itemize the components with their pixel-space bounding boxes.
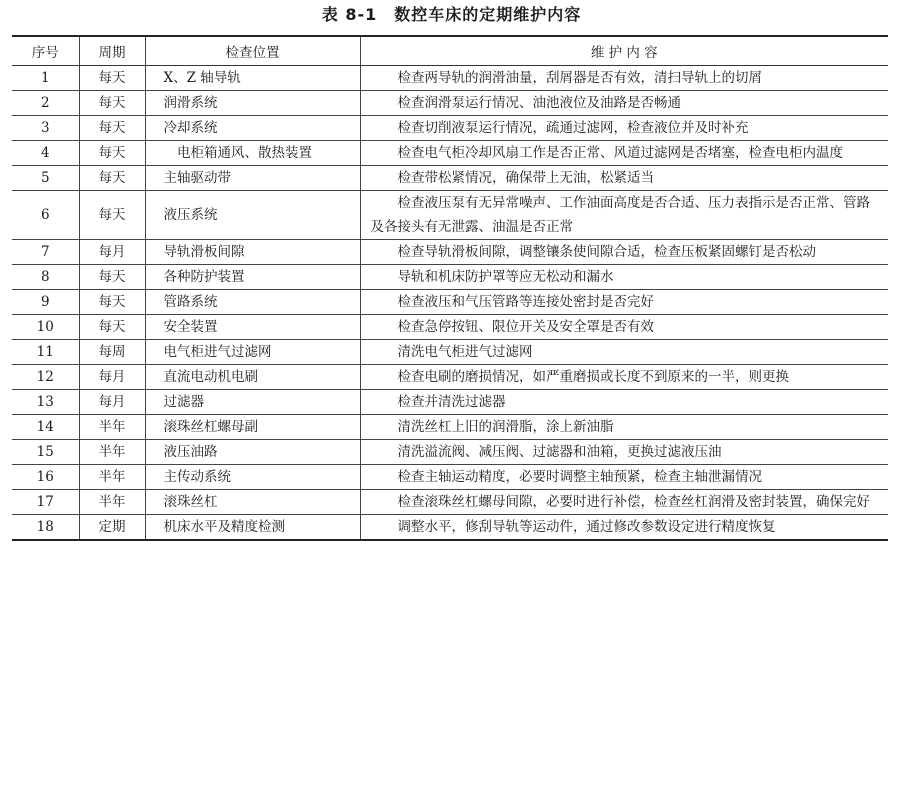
row-period: 每天 [79, 289, 145, 314]
row-period: 每天 [79, 314, 145, 339]
row-period: 每周 [79, 339, 145, 364]
row-location: 滚珠丝杠 [145, 489, 360, 514]
row-content [360, 489, 888, 514]
row-content-text: 检查两导轨的润滑油量，刮屑器是否有效，清扫导轨上的切屑 [397, 69, 762, 86]
row-number: 8 [12, 264, 79, 289]
row-location: 安全装置 [145, 314, 360, 339]
row-content-text: 检查并清洗过滤器 [397, 393, 506, 410]
row-number: 3 [12, 115, 79, 140]
table-header [12, 36, 888, 65]
row-content [360, 364, 888, 389]
row-content [360, 289, 888, 314]
table-row [12, 239, 888, 264]
table-row [12, 339, 888, 364]
row-content-text: 检查带松紧情况，确保带上无油，松紧适当 [397, 169, 654, 186]
table-row [12, 389, 888, 414]
row-content [360, 90, 888, 115]
row-location: 滚珠丝杠螺母副 [145, 414, 360, 439]
row-content [360, 339, 888, 364]
row-location: 主轴驱动带 [145, 165, 360, 190]
header-row [12, 36, 888, 65]
row-period: 每月 [79, 389, 145, 414]
table-row [12, 439, 888, 464]
table-row [12, 165, 888, 190]
row-location: 主传动系统 [145, 464, 360, 489]
row-period: 每天 [79, 90, 145, 115]
table-row [12, 90, 888, 115]
table-title: 表 8-1 数控车床的定期维护内容 [321, 5, 582, 24]
table-row [12, 489, 888, 514]
row-content [360, 190, 888, 239]
row-content-text: 检查电刷的磨损情况，如严重磨损或长度不到原来的一半，则更换 [397, 368, 789, 385]
row-content [360, 140, 888, 165]
row-period: 每月 [79, 239, 145, 264]
row-content-text: 检查滚珠丝杠螺母间隙，必要时进行补偿，检查丝杠润滑及密封装置，确保完好 [397, 493, 870, 510]
row-content [360, 464, 888, 489]
row-number: 5 [12, 165, 79, 190]
row-period: 每天 [79, 165, 145, 190]
table-row [12, 414, 888, 439]
table-row [12, 115, 888, 140]
row-content-text: 检查液压和气压管路等连接处密封是否完好 [397, 293, 654, 310]
row-number: 9 [12, 289, 79, 314]
row-number: 18 [12, 514, 79, 540]
row-number: 16 [12, 464, 79, 489]
row-content-text: 调整水平，修刮导轨等运动件，通过修改参数设定进行精度恢复 [397, 518, 776, 535]
row-content [360, 389, 888, 414]
row-location: 管路系统 [145, 289, 360, 314]
row-number: 13 [12, 389, 79, 414]
row-location: 冷却系统 [145, 115, 360, 140]
row-content [360, 439, 888, 464]
row-location: 液压油路 [145, 439, 360, 464]
header-period: 周期 [79, 36, 145, 65]
row-number: 10 [12, 314, 79, 339]
row-location: 液压系统 [145, 190, 360, 239]
row-content [360, 514, 888, 540]
row-number: 15 [12, 439, 79, 464]
table-row [12, 65, 888, 90]
table-row [12, 514, 888, 540]
table-row [12, 140, 888, 165]
row-period: 每天 [79, 115, 145, 140]
row-location: 导轨滑板间隙 [145, 239, 360, 264]
row-number: 11 [12, 339, 79, 364]
row-number: 2 [12, 90, 79, 115]
maintenance-table [12, 35, 888, 541]
row-location: 润滑系统 [145, 90, 360, 115]
header-content: 维 护 内 容 [360, 36, 888, 65]
row-content-text: 检查液压泵有无异常噪声、工作油面高度是否合适、压力表指示是否正常、管路及各接头有无泄露、油温是否正常 [370, 194, 870, 235]
table-row [12, 314, 888, 339]
row-number: 12 [12, 364, 79, 389]
row-content [360, 264, 888, 289]
row-content-text: 清洗丝杠上旧的润滑脂，涂上新油脂 [397, 418, 614, 435]
header-location: 检查位置 [145, 36, 360, 65]
table-row [12, 464, 888, 489]
table-row [12, 364, 888, 389]
row-number: 4 [12, 140, 79, 165]
row-location: 过滤器 [145, 389, 360, 414]
row-period: 定期 [79, 514, 145, 540]
row-content-text: 检查导轨滑板间隙，调整镶条使间隙合适，检查压板紧固螺钉是否松动 [397, 243, 816, 260]
row-content [360, 239, 888, 264]
row-location: 各种防护装置 [145, 264, 360, 289]
row-period: 半年 [79, 489, 145, 514]
table-row [12, 264, 888, 289]
row-content-text: 清洗溢流阀、减压阀、过滤器和油箱，更换过滤液压油 [397, 443, 722, 460]
row-content-text: 导轨和机床防护罩等应无松动和漏水 [397, 268, 614, 285]
row-period: 半年 [79, 464, 145, 489]
row-content [360, 414, 888, 439]
table-row [12, 289, 888, 314]
row-period: 半年 [79, 414, 145, 439]
row-content-text: 清洗电气柜进气过滤网 [397, 343, 533, 360]
row-content-text: 检查润滑泵运行情况、油池液位及油路是否畅通 [397, 94, 681, 111]
row-location: 直流电动机电刷 [145, 364, 360, 389]
row-content-text: 检查电气柜冷却风扇工作是否正常、风道过滤网是否堵塞，检查电柜内温度 [397, 144, 843, 161]
row-content-text: 检查主轴运动精度，必要时调整主轴预紧，检查主轴泄漏情况 [397, 468, 762, 485]
row-period: 每天 [79, 65, 145, 90]
row-content [360, 115, 888, 140]
row-content [360, 314, 888, 339]
row-content [360, 165, 888, 190]
row-period: 每天 [79, 264, 145, 289]
header-number: 序号 [12, 36, 79, 65]
row-content-text: 检查切削液泵运行情况，疏通过滤网，检查液位并及时补充 [397, 119, 749, 136]
row-location-text: 电柜箱通风、散热装置 [177, 144, 312, 161]
row-number: 1 [12, 65, 79, 90]
row-content [360, 65, 888, 90]
row-number: 6 [12, 190, 79, 239]
row-location [145, 140, 360, 165]
row-number: 14 [12, 414, 79, 439]
row-number: 17 [12, 489, 79, 514]
table-body [12, 65, 888, 540]
row-location: X、Z 轴导轨 [145, 65, 360, 90]
table-row [12, 190, 888, 239]
row-period: 每天 [79, 140, 145, 165]
row-location: 电气柜进气过滤网 [145, 339, 360, 364]
row-number: 7 [12, 239, 79, 264]
row-content-text: 检查急停按钮、限位开关及安全罩是否有效 [397, 318, 654, 335]
row-period: 每天 [79, 190, 145, 239]
row-location: 机床水平及精度检测 [145, 514, 360, 540]
row-period: 半年 [79, 439, 145, 464]
row-period: 每月 [79, 364, 145, 389]
